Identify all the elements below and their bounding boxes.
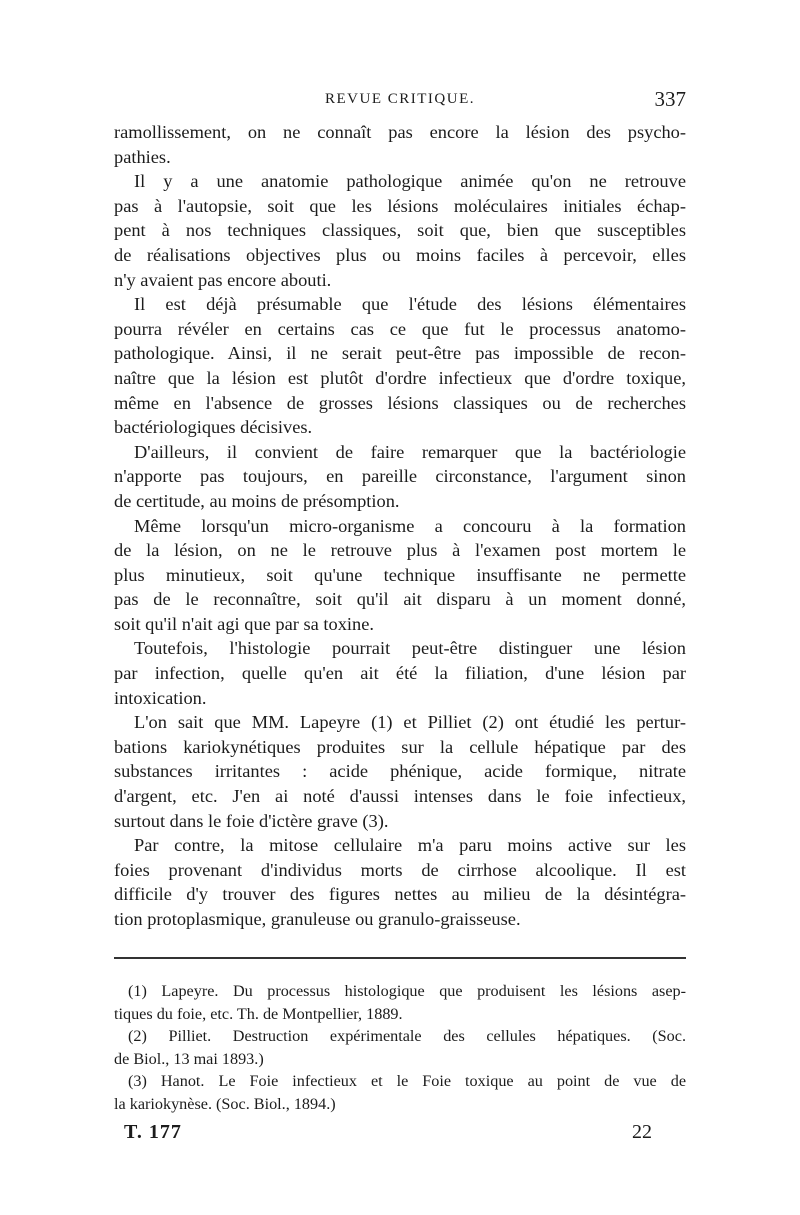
text-line: substances irritantes : acide phénique, acide formique, nitrate <box>114 761 686 782</box>
text-line: n'y avaient pas encore abouti. <box>114 269 332 290</box>
text-line: pas de le reconnaître, soit qu'il ait disparu à un moment donné, <box>114 589 686 610</box>
running-head <box>114 86 686 112</box>
footnote-line: la kariokynèse. (Soc. Biol., 1894.) <box>114 1094 336 1113</box>
page-footer <box>114 1118 686 1146</box>
text-line: bactériologiques décisives. <box>114 417 313 438</box>
footnote-rule <box>114 957 686 959</box>
text-line: tion protoplasmique, granuleuse ou granulo-graisseuse. <box>114 909 521 929</box>
body-text <box>114 120 686 932</box>
text-line: par infection, quelle qu'en ait été la filiation, d'une lésion par <box>114 663 686 684</box>
text-line: Il y a une anatomie pathologique animée qu'on ne retrouve <box>134 171 686 192</box>
text-line: Il est déjà présumable que l'étude des lésions élémentaires <box>134 294 686 315</box>
footnote-line: (2) Pilliet. Destruction expérimentale des cellules hépatiques. (Soc. <box>128 1027 686 1045</box>
text-line: pas à l'autopsie, soit que les lésions moléculaires initiales échap- <box>114 195 686 216</box>
text-line: naître que la lésion est plutôt d'ordre infectieux que d'ordre toxique, <box>114 367 686 388</box>
footnote-line: de Biol., 13 mai 1893.) <box>114 1049 264 1068</box>
text-line: Par contre, la mitose cellulaire m'a paru moins active sur les <box>134 835 686 856</box>
text-line: Toutefois, l'histologie pourrait peut-être distinguer une lésion <box>134 638 686 659</box>
text-line: de certitude, au moins de présomption. <box>114 490 400 511</box>
text-line: surtout dans le foie d'ictère grave (3). <box>114 810 389 831</box>
text-line: intoxication. <box>114 687 207 708</box>
text-line: D'ailleurs, il convient de faire remarquer que la bactériologie <box>134 441 686 462</box>
text-line: soit qu'il n'ait agi que par sa toxine. <box>114 613 374 634</box>
signature-mark: T. 177 <box>124 1121 182 1143</box>
text-line: bations kariokynétiques produites sur la cellule hépatique par des <box>114 736 686 757</box>
text-line: pathologique. Ainsi, il ne serait peut-être pas impossible de recon- <box>114 343 686 364</box>
text-line: plus minutieux, soit qu'une technique insuffisante ne permette <box>114 564 686 585</box>
text-line: Même lorsqu'un micro-organisme a concouru à la formation <box>134 515 686 536</box>
text-line: L'on sait que MM. Lapeyre (1) et Pilliet (2) ont étudié les pertur- <box>134 712 686 733</box>
text-line: de réalisations objectives plus ou moins faciles à percevoir, elles <box>114 244 686 265</box>
text-line: foies provenant d'individus morts de cirrhose alcoolique. Il est <box>114 859 686 880</box>
footnote-line: (3) Hanot. Le Foie infectieux et le Foie toxique au point de vue de <box>128 1072 686 1090</box>
footnotes <box>114 980 686 1115</box>
footnote-line: tiques du foie, etc. Th. de Montpellier, 1889. <box>114 1004 403 1023</box>
page-number: 337 <box>654 87 686 111</box>
gathering-number: 22 <box>632 1121 652 1143</box>
text-line: d'argent, etc. J'en ai noté d'aussi intenses dans le foie infectieux, <box>114 786 686 807</box>
text-line: de la lésion, on ne le retrouve plus à l'examen post mortem le <box>114 540 686 561</box>
running-title: REVUE CRITIQUE. <box>325 91 475 107</box>
text-line: pourra révéler en certains cas ce que fut le processus anatomo- <box>114 318 686 339</box>
footnote-line: (1) Lapeyre. Du processus histologique que produisent les lésions asep- <box>128 982 686 1000</box>
text-line: pathies. <box>114 146 171 167</box>
text-line: ramollissement, on ne connaît pas encore la lésion des psycho- <box>114 122 686 142</box>
text-line: n'apporte pas toujours, en pareille circonstance, l'argument sinon <box>114 466 686 487</box>
text-line: pent à nos techniques classiques, soit que, bien que susceptibles <box>114 220 686 241</box>
text-line: même en l'absence de grosses lésions classiques ou de recherches <box>114 392 686 413</box>
text-line: difficile d'y trouver des figures nettes au milieu de la désintégra- <box>114 884 686 905</box>
